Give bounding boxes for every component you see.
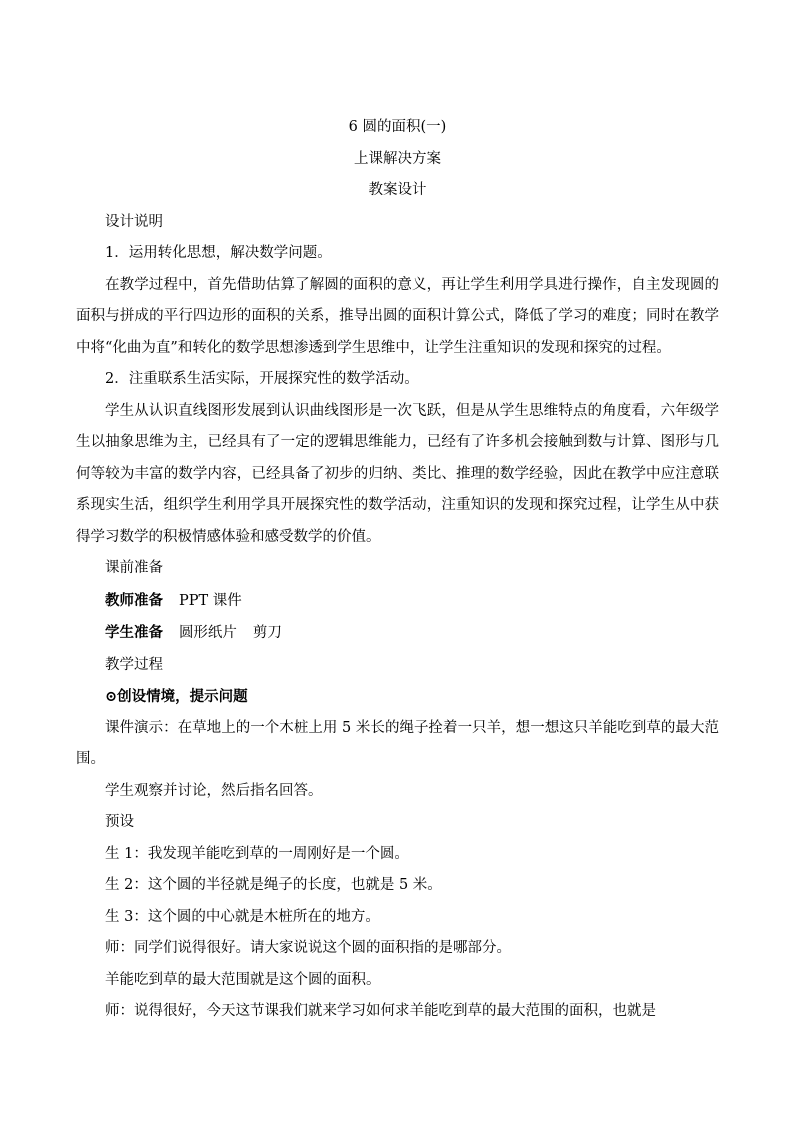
step1-title: ⊙创设情境，提示问题 bbox=[105, 688, 248, 705]
student-1-line: 生 1：我发现羊能吃到草的一周刚好是一个圆。 bbox=[105, 845, 409, 862]
courseware-paragraph: 课件演示：在草地上的一个木桩上用 5 米长的绳子拴着一只羊，想一想这只羊能吃到草的最大范围。 bbox=[76, 719, 719, 767]
student-3-line: 生 3：这个圆的中心就是木桩所在的地方。 bbox=[105, 908, 380, 925]
teacher-2-line: 师：说得很好，今天这节课我们就来学习如何求羊能吃到草的最大范围的面积，也就是 bbox=[105, 1003, 656, 1019]
answer-line: 羊能吃到草的最大范围就是这个圆的面积。 bbox=[105, 971, 381, 988]
process-label: 教学过程 bbox=[105, 656, 163, 673]
student-prep-row bbox=[76, 617, 719, 650]
point1-heading: 1．运用转化思想，解决数学问题。 bbox=[105, 245, 332, 261]
student-prep-item-2: 剪刀 bbox=[252, 625, 282, 641]
point2-heading: 2．注重联系生活实际，开展探究性的数学活动。 bbox=[105, 371, 419, 387]
student-2-line: 生 2：这个圆的半径就是绳子的长度，也就是 5 米。 bbox=[105, 877, 442, 893]
prep-label: 课前准备 bbox=[105, 560, 163, 576]
doc-title: 6 圆的面积(一) bbox=[348, 119, 447, 135]
document-page bbox=[76, 112, 719, 1028]
point1-paragraph: 在教学过程中，首先借助估算了解圆的面积的意义，再让学生利用学具进行操作，自主发现圆的面积与拼成的平行四边形的面积的关系，推导出圆的面积计算公式，降低了学习的难度；同时在教学中将“化曲为直”和转化的数学思想渗透到学生思维中，让学生注重知识的发现和探究的过程。 bbox=[76, 276, 719, 356]
design-label: 设计说明 bbox=[105, 213, 163, 230]
discuss-line: 学生观察并讨论，然后指名回答。 bbox=[105, 782, 323, 799]
point2-paragraph: 学生从认识直线图形发展到认识曲线图形是一次飞跃，但是从学生思维特点的角度看，六年级学生以抽象思维为主，已经具有了一定的逻辑思维能力，已经有了许多机会接触到数与计算、图形与几何等较为丰富的数学内容，已经具备了初步的归纳、类比、推理的数学经验，因此在教学中应注意联系现实生活，组织学生利用学具开展探究性的数学活动，注重知识的发现和探究过程，让学生从中获得学习数学的积极情感体验和感受数学的价值。 bbox=[76, 402, 719, 545]
doc-subtitle: 上课解决方案 bbox=[354, 150, 441, 167]
student-prep-item-1: 圆形纸片 bbox=[178, 625, 237, 641]
teacher-prep-row bbox=[76, 585, 719, 618]
section-title: 教案设计 bbox=[368, 182, 427, 198]
preset-label: 预设 bbox=[105, 814, 134, 830]
teacher-prep-value: PPT 课件 bbox=[178, 592, 242, 609]
teacher-1-line: 师：同学们说得很好。请大家说说这个圆的面积指的是哪部分。 bbox=[105, 940, 511, 956]
teacher-prep-label: 教师准备 bbox=[105, 591, 163, 609]
student-prep-label: 学生准备 bbox=[105, 624, 163, 641]
